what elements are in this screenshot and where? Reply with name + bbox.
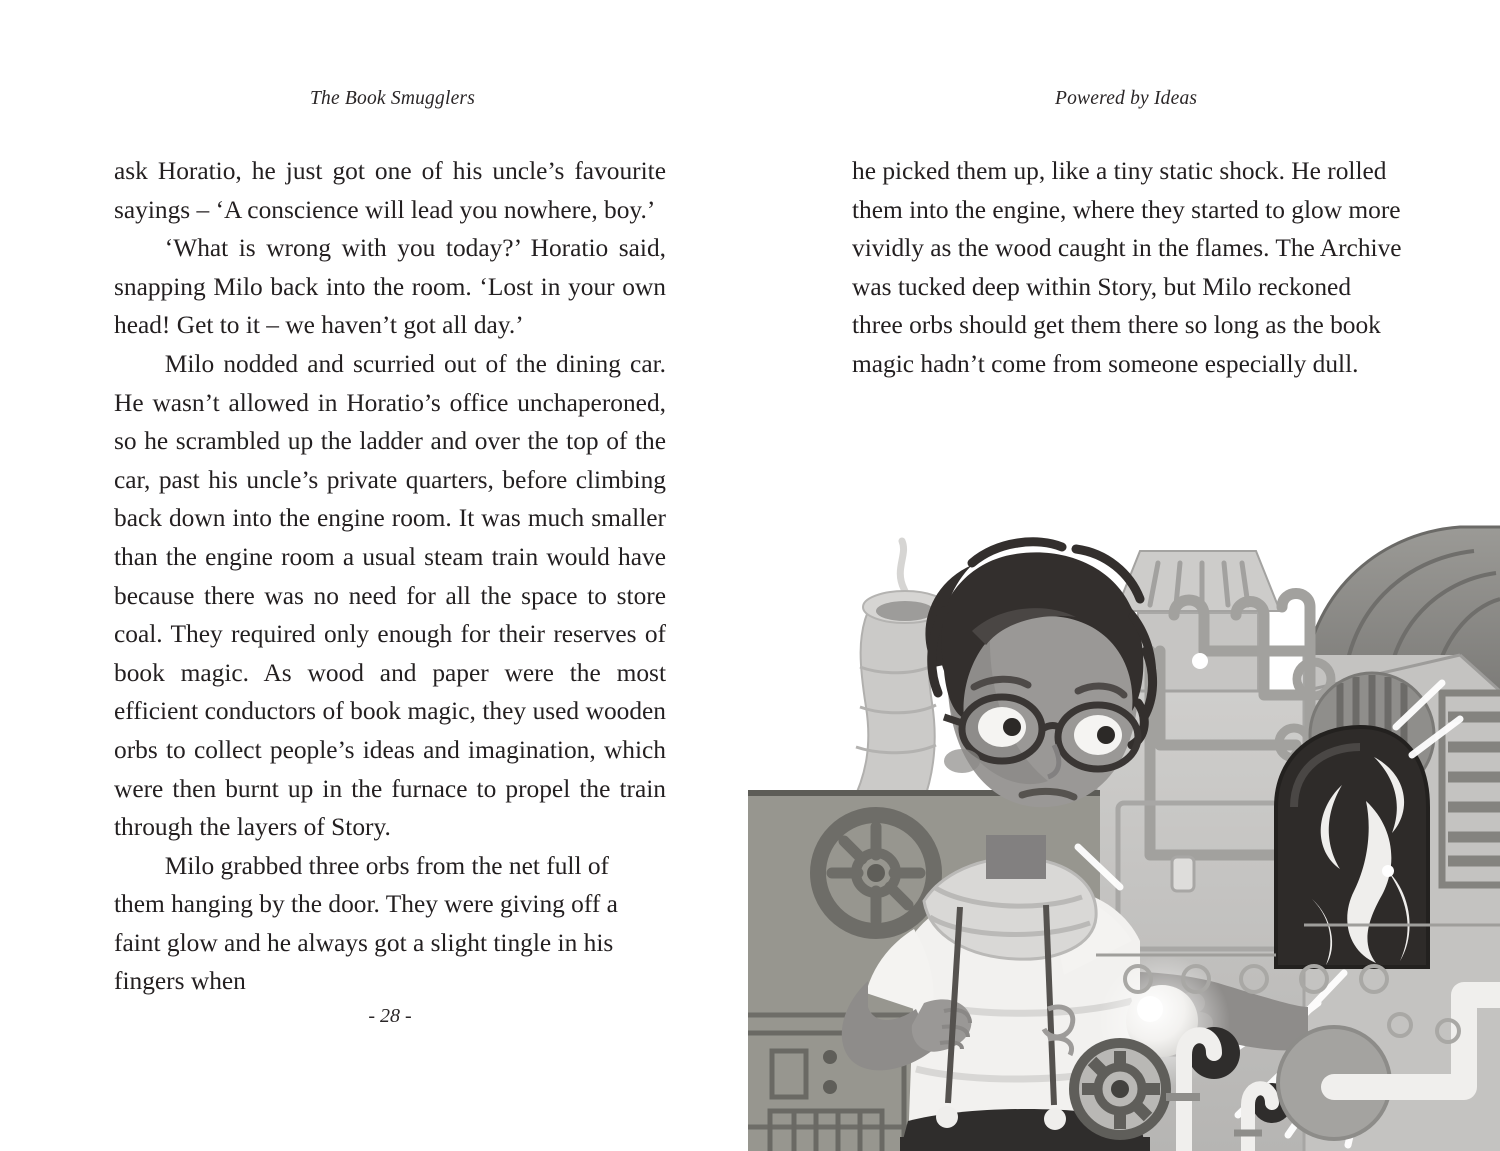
text-column-right <box>852 152 1404 384</box>
running-head-left: The Book Smugglers <box>310 88 475 109</box>
gear-wheel <box>1074 1043 1166 1135</box>
valve-wheel <box>818 815 934 931</box>
paragraph: he picked them up, like a tiny static shock. He rolled them into the engine, where they started to glow more vividly as the wood caught in the flames. The Archive was tucked deep within Story, but Milo reckoned three orbs should get them there so long as the book magic hadn’t come from someone especially dull. <box>852 157 1402 378</box>
illustration <box>748 455 1500 1151</box>
paragraph: Milo nodded and scurried out of the dining car. He wasn’t allowed in Horatio’s office unchaperoned, so he scrambled up the ladder and over the top of the car, past his uncle’s private quarters, before climbing back down into the engine room. It was much smaller than the engine room a usual steam train would have because there was no need for all the space to store coal. They required only enough for their reserves of book magic. As wood and paper were the most efficient conductors of book magic, they used wooden orbs to collect people’s ideas and imagination, which were then burnt up in the furnace to propel the train through the layers of Story. <box>114 349 666 842</box>
running-head-right: Powered by Ideas <box>1055 88 1198 109</box>
paragraph: ‘What is wrong with you today?’ Horatio said, snapping Milo back into the room. ‘Lost in your own head! Get to it – we haven’t got all day.’ <box>114 234 666 340</box>
paragraph: Milo grabbed three orbs from the net full of them hanging by the door. They were giving off a faint glow and he always got a slight tingle in his fingers when <box>114 851 618 996</box>
paragraph: ask Horatio, he just got one of his uncle’s favourite sayings – ‘A conscience will lead you nowhere, boy.’ <box>114 157 666 224</box>
text-column-left <box>114 152 666 1001</box>
indicator-dot <box>823 1080 837 1094</box>
latch-handle <box>1172 857 1194 891</box>
indicator-dot <box>823 1050 837 1064</box>
page-number: - 28 - <box>368 1005 412 1027</box>
